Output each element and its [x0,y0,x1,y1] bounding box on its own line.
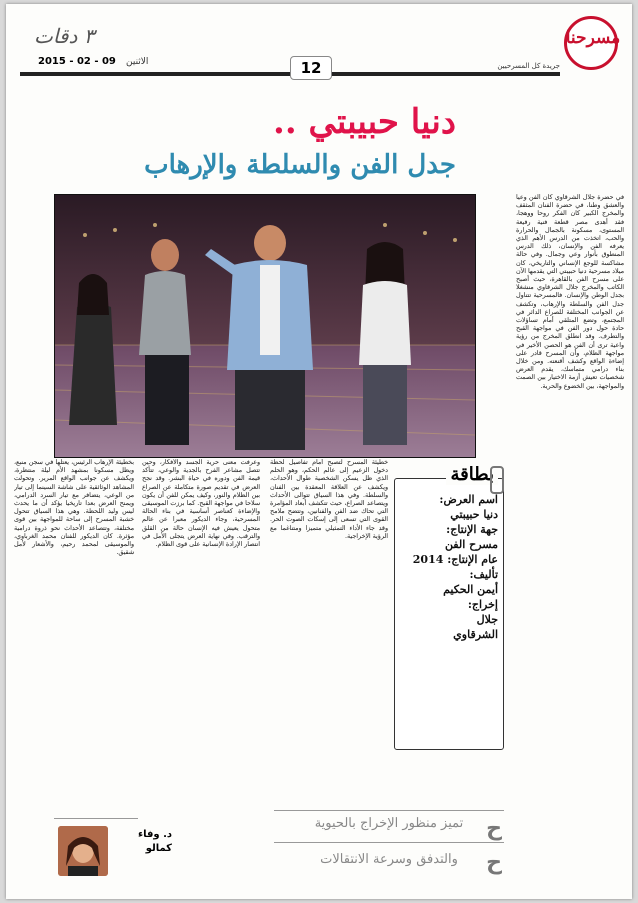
card-line: أيمن الحكيم [443,583,498,596]
author-prefix: د. وفاء [137,829,172,840]
article-title: دنيا حبيبتي .. [273,102,456,142]
card-line: جلال [476,613,498,626]
stage-photo-illustration [55,195,475,457]
card-line: جهة الإنتاج: [446,523,498,536]
article-column-3: وعرفت معنى حرية الجسد والأفكار، وحين تتصل مشاعر الفرح بالجدية والوعي، تتأكد قيمة الفن ودوره في حياة البشر. وقد نجح العرض في تقديم صورة متكاملة عن الصراع بين الظلام والنور، وكيف يمكن للفن أن يكون سلاحا في مواجهة القبح. كما برزت الموسيقى والإضاءة كعناصر أساسية في بناء الحالة المسرحية، وجاء الديكور معبرا عن عالم متحول يعيش فيه الإنسان حالة من القلق والترقب. وفي نهاية العرض يتجلى الأمل في انتصار الإرادة الإنسانية على قوى الظلام. [142,459,260,549]
article-column-2: خطيئة المسرح لتصبح أمام تفاصيل لحظة دخول الزعيم إلى عالم الحكم، وهو الحلم الذي ظل يسكن الشخصية طوال الأحداث، ويكشف عن العلاقة المعقدة بين الفنان والسلطة. وفي هذا السياق تتوالى الأحداث ويتصاعد الصراع، حيث تتكشف أبعاد المؤامرة التي تحاك ضد الفن والفنانين، وتتضح ملامح القوى التي تسعى إلى إسكات الصوت الحر. وقد جاء الأداء التمثيلي متميزا ومتناغما مع الرؤية الإخراجية. [270,459,388,540]
pull-quote-line-1: تميز منظور الإخراج بالحيوية [314,816,464,831]
card-line: عام الإنتاج: 2014 [412,553,498,566]
card-line: تأليف: [469,568,498,581]
author-portrait-illustration [58,826,108,876]
logo-text: مسرحنا [565,28,621,48]
section-title: ٣ دقات [34,24,95,48]
author-surname: كمالو [145,843,172,854]
masthead-logo [562,14,624,70]
actor-right-woman [359,242,411,445]
author-name [112,828,172,856]
card-line: الشرقاوي [453,628,498,641]
paperclip-icon [490,466,504,494]
pull-quote-line-2: والتدفق وسرعة الانتقالات [320,852,458,867]
issue-date: 2015 - 02 - 09 [38,56,116,67]
production-card [396,464,504,754]
quote-rule-mid [274,842,504,843]
card-line: اسم العرض: [439,493,498,506]
quote-mark-icon: ح [486,816,502,841]
article-subtitle: جدل الفن والسلطة والإرهاب [144,150,456,180]
quote-mark-icon: ح [486,850,502,875]
issue-day: الاثنين [126,57,149,67]
card-line: إخراج: [467,598,498,611]
author-rule [54,818,138,819]
quote-rule-top [274,810,504,811]
card-line: مسرح الفن [444,538,498,551]
article-column-4: بخطيئة الإرهاب الرئيس، يعتلها في سجن منبع، ويظل مسكونا بمشهد الأم ليلة منتظرة، ويكشف عن جوانب الواقع المرير. وتحولت المشاهد الوثائقية على شاشة السينما إلى تيار من الوعي، يتضافر مع تيار السرد الدرامي، ويمنح العرض بعدا تاريخيا يؤكد أن ما يحدث ليس وليد اللحظة. وهي هذا السياق تتحول خشبة المسرح إلى ساحة للمواجهة بين قوى مختلفة، وتتصاعد الأحداث نحو ذروة درامية مؤثرة. كان الديكور للفنان محمد الغرباوي، والموسيقى لمحمد رحيم، والأشعار لأمل شقيق. [14,459,134,557]
author-photo [58,826,108,876]
page-number: 12 [290,56,332,80]
article-photo [54,194,476,458]
article-column-1: في حضرة جلال الشرقاوي كان الفن وعيا والعشق وطنا، في حضرة الفنان المثقف والمخرج الكبير كان الفكر روحا ووهجا، فقد أهدى مصر قطعة فنية رفيعة المستوى، مسكونة بالجمال والحرارة والحب، اتخذت من الدرس الأهم الذي يعرفه الفن والإنسان، ذلك الدرس المنطوق بأنوار وعي وجمال. وفي حالة مشاكسة للوجع الإنساني والتاريخي، كان ميلاد مسرحية دنيا حبيبتي التي يقدمها الآن على مسرح الفن بالقاهرة، حيث أصبح الكاتب والمخرج جلال الشرقاوي منشغلا بجدل الوطن والإنسان. فالمسرحية تتناول جدل الفن والسلطة والإرهاب، وتكشف عن الجوانب المختلفة للصراع الدائر في المجتمع، وتضع المتلقي أمام تساؤلات حادة حول دور الفن في مواجهة القبح والتطرف. وقد انطلق المخرج من رؤية واعية ترى أن الفن هو الحصن الأخير في مواجهة الظلام، وأن المسرح قادر على إضاءة الواقع وكشف أقنعته. ومن خلال بناء درامي متماسك، يقدم العرض شخصيات تعيش أزمة الاختيار بين الصمت والمواجهة، بين الخضوع والحرية. [516,194,624,390]
card-lines [402,492,498,642]
author-box [54,822,172,882]
newspaper-page [6,4,632,899]
card-line: دنيا حبيبتي [450,508,498,521]
card-heading: بطاقة [446,464,498,485]
masthead-tagline: جريدة كل المسرحيين [497,62,560,70]
